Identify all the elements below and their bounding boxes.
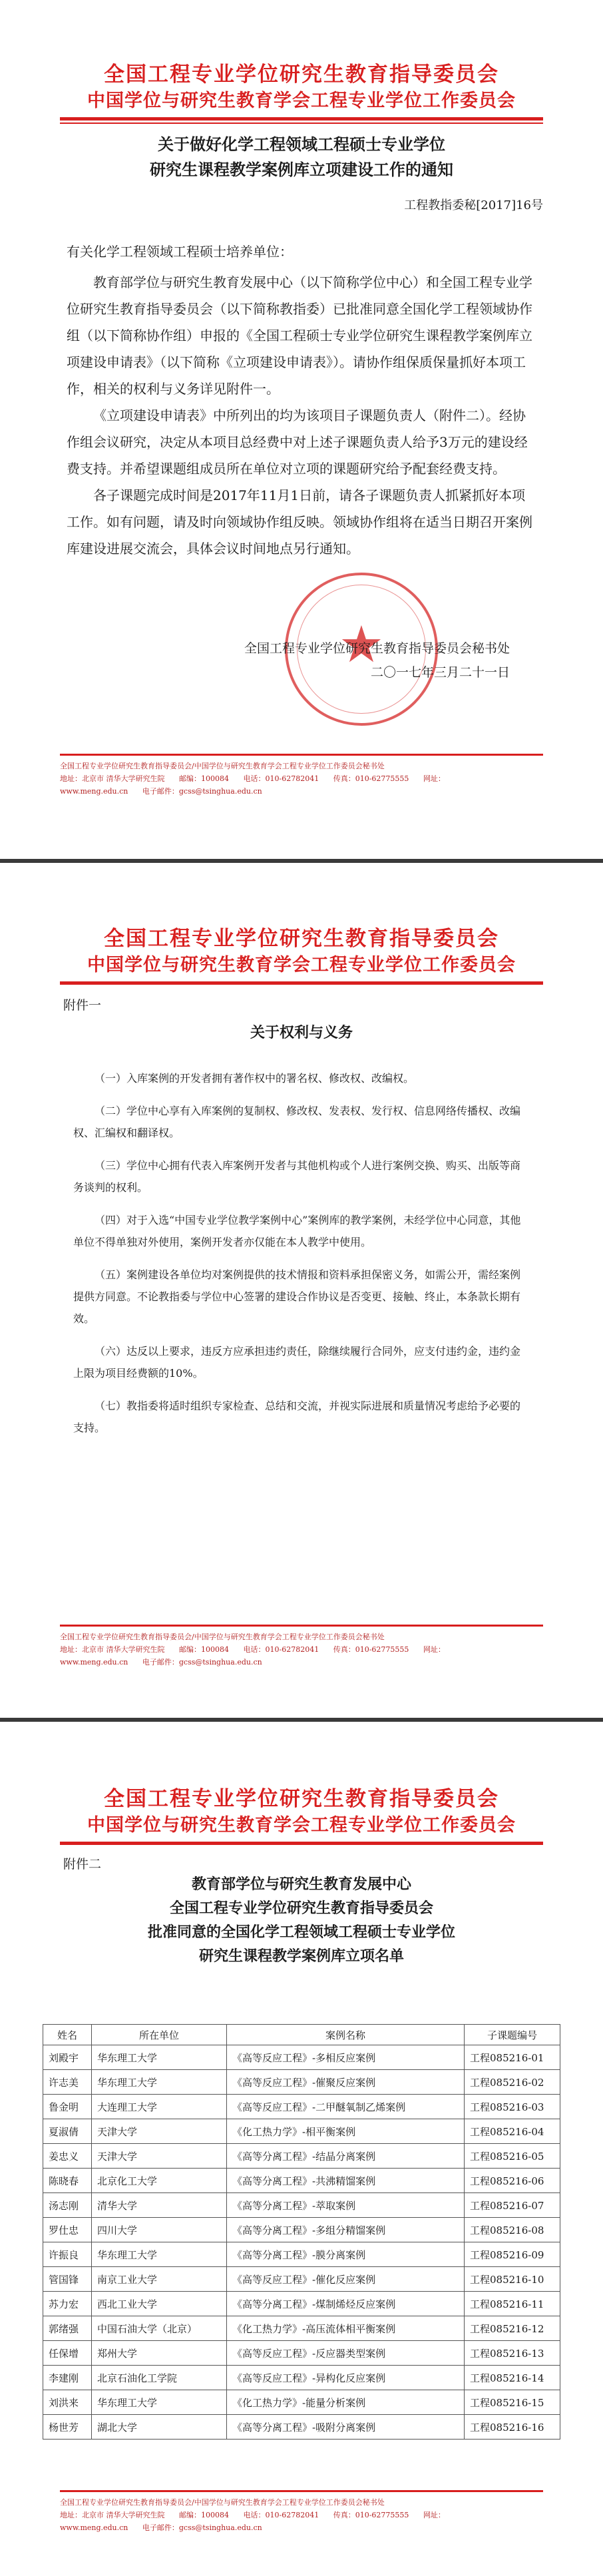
cell-person-name: 夏淑倩 (43, 2119, 92, 2144)
list-title-line2: 全国工程专业学位研究生教育指导委员会 (169, 1900, 433, 1917)
cell-case-name: 《高等反应工程》-多相反应案例 (227, 2045, 465, 2070)
table-row (43, 2193, 560, 2218)
rights-title: 关于权利与义务 (250, 1024, 353, 1041)
footer-fax: 传真：010-62775555 (333, 1645, 409, 1654)
list-title-line1: 教育部学位与研究生教育发展中心 (191, 1876, 411, 1893)
letterhead-line1: 全国工程专业学位研究生教育指导委员会 (104, 63, 499, 87)
cell-institution: 华东理工大学 (92, 2045, 227, 2070)
cell-person-name: 许志美 (43, 2070, 92, 2095)
project-table (43, 2024, 560, 2440)
cell-person-name: 杨世芳 (43, 2415, 92, 2440)
cell-person-name: 管国锋 (43, 2267, 92, 2292)
letterhead-line1: 全国工程专业学位研究生教育指导委员会 (104, 1787, 499, 1811)
footer-text (60, 1631, 543, 1669)
table-row (43, 2341, 560, 2366)
cell-institution: 华东理工大学 (92, 2390, 227, 2415)
footer-postcode: 邮编：100084 (179, 774, 229, 783)
cell-subproject-code: 工程085216-10 (465, 2267, 560, 2292)
cell-institution: 中国石油大学（北京） (92, 2316, 227, 2341)
letterhead-line2: 中国学位与研究生教育学会工程专业学位工作委员会 (87, 955, 516, 975)
signature-block (244, 637, 510, 684)
cell-institution: 郑州大学 (92, 2341, 227, 2366)
footer-postcode: 邮编：100084 (179, 1645, 229, 1654)
cell-case-name: 《高等分离工程》-多组分精馏案例 (227, 2218, 465, 2242)
cell-subproject-code: 工程085216-04 (465, 2119, 560, 2144)
footer-web-label: 网址： (423, 1645, 445, 1654)
footer-address: 地址：北京市 清华大学研究生院 (60, 1645, 165, 1654)
cell-institution: 清华大学 (92, 2193, 227, 2218)
cell-person-name: 刘殿宇 (43, 2045, 92, 2070)
cell-person-name: 许振良 (43, 2242, 92, 2267)
cell-subproject-code: 工程085216-03 (465, 2095, 560, 2119)
cell-subproject-code: 工程085216-11 (465, 2292, 560, 2316)
cell-subproject-code: 工程085216-12 (465, 2316, 560, 2341)
table-row (43, 2144, 560, 2169)
cell-person-name: 郭绪强 (43, 2316, 92, 2341)
cell-case-name: 《高等反应工程》-二甲醚氧制乙烯案例 (227, 2095, 465, 2119)
table-row (43, 2169, 560, 2193)
cell-person-name: 陈晓春 (43, 2169, 92, 2193)
rights-item: （四）对于入选“中国专业学位教学案例中心”案例库的教学案例，未经学位中心同意，其他单位不得单独对外使用，案例开发者亦仅能在本人教学中使用。 (73, 1214, 521, 1248)
list-title-line4: 研究生课程教学案例库立项名单 (198, 1947, 404, 1965)
rights-item: （七）教指委将适时组织专家检查、总结和交流，并视实际进展和质量情况考虑给予必要的支持。 (73, 1400, 521, 1434)
footer-rule (60, 754, 543, 756)
cell-institution: 北京化工大学 (92, 2169, 227, 2193)
footer-web-label: 网址： (423, 774, 445, 783)
signature-org: 全国工程专业学位研究生教育指导委员会秘书处 (244, 641, 510, 656)
table-row (43, 2045, 560, 2070)
cell-subproject-code: 工程085216-14 (465, 2366, 560, 2390)
footer-rule (60, 2490, 543, 2492)
cell-case-name: 《高等分离工程》-共沸精馏案例 (227, 2169, 465, 2193)
cell-case-name: 《高等反应工程》-反应器类型案例 (227, 2341, 465, 2366)
cell-subproject-code: 工程085216-06 (465, 2169, 560, 2193)
letterhead-line2: 中国学位与研究生教育学会工程专业学位工作委员会 (87, 1815, 516, 1836)
cell-subproject-code: 工程085216-08 (465, 2218, 560, 2242)
footer-fax: 传真：010-62775555 (333, 774, 409, 783)
footer-orgs: 全国工程专业学位研究生教育指导委员会/中国学位与研究生教育学会工程专业学位工作委员会秘书处 (60, 2498, 385, 2507)
footer-fax: 传真：010-62775555 (333, 2511, 409, 2519)
document-number: 工程教指委秘[2017]16号 (404, 198, 543, 212)
rights-item: （一）入库案例的开发者拥有著作权中的署名权、修改权、改编权。 (95, 1072, 415, 1085)
table-body (43, 2045, 560, 2440)
salutation: 有关化学工程领域工程硕士培养单位： (67, 244, 293, 260)
footer-email: 电子邮件：gcss@tsinghua.edu.cn (142, 787, 262, 796)
cell-person-name: 汤志刚 (43, 2193, 92, 2218)
footer-web[interactable]: www.meng.edu.cn (60, 2523, 128, 2532)
page-footer (60, 1625, 543, 1669)
cell-case-name: 《高等分离工程》-结晶分离案例 (227, 2144, 465, 2169)
table-row (43, 2242, 560, 2267)
table-row (43, 2119, 560, 2144)
cell-institution: 天津大学 (92, 2144, 227, 2169)
cell-case-name: 《高等反应工程》-催聚反应案例 (227, 2070, 465, 2095)
list-title (0, 1872, 603, 1968)
page-footer (60, 754, 543, 798)
signature-date: 二〇一七年三月二十一日 (370, 665, 510, 680)
cell-institution: 天津大学 (92, 2119, 227, 2144)
notice-title-line2: 研究生课程教学案例库立项建设工作的通知 (150, 160, 453, 179)
header-unit: 所在单位 (92, 2025, 227, 2045)
table-row (43, 2415, 560, 2440)
footer-postcode: 邮编：100084 (179, 2511, 229, 2519)
table-row (43, 2390, 560, 2415)
cell-case-name: 《高等分离工程》-吸附分离案例 (227, 2415, 465, 2440)
cell-person-name: 罗仕忠 (43, 2218, 92, 2242)
rights-item: （五）案例建设各单位均对案例提供的技术情报和资料承担保密义务，如需公开，需经案例提供方同意。不论教指委与学位中心签署的建设合作协议是否变更、接触、终止，本条款长期有效。 (73, 1268, 521, 1325)
table-row (43, 2292, 560, 2316)
notice-title (0, 132, 603, 182)
cell-subproject-code: 工程085216-15 (465, 2390, 560, 2415)
cell-case-name: 《化工热力学》-相平衡案例 (227, 2119, 465, 2144)
footer-phone: 电话：010-62782041 (243, 774, 319, 783)
cell-subproject-code: 工程085216-09 (465, 2242, 560, 2267)
rights-list (0, 1067, 603, 1439)
table-row (43, 2267, 560, 2292)
table-header-row (43, 2025, 560, 2045)
footer-rule (60, 1625, 543, 1627)
cell-institution: 西北工业大学 (92, 2292, 227, 2316)
seal-star-icon: ★ (338, 615, 385, 674)
cell-case-name: 《高等分离工程》-膜分离案例 (227, 2242, 465, 2267)
cell-institution: 四川大学 (92, 2218, 227, 2242)
cell-person-name: 李建刚 (43, 2366, 92, 2390)
cell-subproject-code: 工程085216-07 (465, 2193, 560, 2218)
letterhead-line2: 中国学位与研究生教育学会工程专业学位工作委员会 (87, 91, 516, 111)
attachment-label: 附件一 (63, 998, 102, 1013)
cell-institution: 湖北大学 (92, 2415, 227, 2440)
letterhead-rule (60, 981, 543, 985)
header-code: 子课题编号 (465, 2025, 560, 2045)
footer-email: 电子邮件：gcss@tsinghua.edu.cn (142, 1658, 262, 1667)
footer-web[interactable]: www.meng.edu.cn (60, 1658, 128, 1667)
letterhead-rule-thin (60, 123, 543, 124)
cell-person-name: 刘洪来 (43, 2390, 92, 2415)
header-case: 案例名称 (227, 2025, 465, 2045)
notice-paragraph-2: 《立项建设申请表》中所列出的均为该项目子课题负责人（附件二）。经协作组会议研究，决定从本项目总经费中对上述子课题负责人给予3万元的建设经费支持。并希望课题组成员所在单位对立项的课题研究给予配套经费支持。 (67, 407, 528, 477)
notice-page-1 (0, 0, 603, 859)
cell-institution: 大连理工大学 (92, 2095, 227, 2119)
rights-item: （二）学位中心享有入库案例的复制权、修改权、发表权、发行权、信息网络传播权、改编权、汇编权和翻译权。 (73, 1105, 521, 1139)
cell-person-name: 姜忠义 (43, 2144, 92, 2169)
table-row (43, 2070, 560, 2095)
cell-subproject-code: 工程085216-01 (465, 2045, 560, 2070)
notice-paragraph-3: 各子课题完成时间是2017年11月1日前，请各子课题负责人抓紧抓好本项工作。如有问题，请及时向领域协作组反映。领域协作组将在适当日期召开案例库建设进展交流会，具体会议时间地点另行通知。 (67, 487, 532, 557)
cell-person-name: 鲁金明 (43, 2095, 92, 2119)
attachment-2-page (0, 1758, 603, 2576)
cell-subproject-code: 工程085216-13 (465, 2341, 560, 2366)
letterhead (0, 0, 603, 115)
cell-subproject-code: 工程085216-02 (465, 2070, 560, 2095)
cell-institution: 华东理工大学 (92, 2070, 227, 2095)
list-title-line3: 批准同意的全国化学工程领域工程硕士专业学位 (147, 1924, 455, 1941)
cell-institution: 华东理工大学 (92, 2242, 227, 2267)
page-separator-2 (0, 1718, 603, 1758)
footer-web-label: 网址： (423, 2511, 445, 2519)
footer-text (60, 2496, 543, 2534)
letterhead (0, 1758, 603, 1839)
table-row (43, 2218, 560, 2242)
cell-case-name: 《高等分离工程》-萃取案例 (227, 2193, 465, 2218)
letterhead-line1: 全国工程专业学位研究生教育指导委员会 (104, 927, 499, 951)
notice-title-line1: 关于做好化学工程领域工程硕士专业学位 (158, 134, 445, 154)
rights-item: （三）学位中心拥有代表入库案例开发者与其他机构或个人进行案例交换、购买、出版等商务谈判的权利。 (73, 1159, 521, 1194)
table-row (43, 2366, 560, 2390)
letterhead-rule (60, 117, 543, 121)
footer-phone: 电话：010-62782041 (243, 2511, 319, 2519)
letterhead-rule (60, 1842, 543, 1845)
cell-subproject-code: 工程085216-16 (465, 2415, 560, 2440)
footer-phone: 电话：010-62782041 (243, 1645, 319, 1654)
rights-item: （六）达反以上要求，违反方应承担违约责任，除继续履行合同外，应支付违约金，违约金上限为项目经费额的10%。 (73, 1345, 521, 1380)
footer-orgs: 全国工程专业学位研究生教育指导委员会/中国学位与研究生教育学会工程专业学位工作委员会秘书处 (60, 762, 385, 770)
page-footer (60, 2490, 543, 2534)
cell-case-name: 《化工热力学》-能量分析案例 (227, 2390, 465, 2415)
cell-case-name: 《高等分离工程》-煤制烯烃反应案例 (227, 2292, 465, 2316)
footer-address: 地址：北京市 清华大学研究生院 (60, 774, 165, 783)
table-row (43, 2316, 560, 2341)
cell-institution: 南京工业大学 (92, 2267, 227, 2292)
cell-case-name: 《高等反应工程》-异构化反应案例 (227, 2366, 465, 2390)
footer-address: 地址：北京市 清华大学研究生院 (60, 2511, 165, 2519)
attachment-label: 附件二 (63, 1857, 102, 1872)
table-row (43, 2095, 560, 2119)
cell-subproject-code: 工程085216-05 (465, 2144, 560, 2169)
cell-institution: 北京石油化工学院 (92, 2366, 227, 2390)
notice-paragraph-1: 教育部学位与研究生教育发展中心（以下简称学位中心）和全国工程专业学位研究生教育指导委员会（以下简称教指委）已批准同意全国化学工程领域协作组（以下简称协作组）申报的《全国工程硕士专业学位研究生课程教学案例库立项建设申请表》（以下简称《立项建设申请表》）。请协作组保质保量抓好本项工作，相关的权利与义务详见附件一。 (67, 274, 532, 397)
attachment-1-page (0, 899, 603, 1718)
cell-person-name: 任保增 (43, 2341, 92, 2366)
cell-person-name: 苏力宏 (43, 2292, 92, 2316)
page-separator-1 (0, 859, 603, 899)
cell-case-name: 《高等反应工程》-催化反应案例 (227, 2267, 465, 2292)
footer-email: 电子邮件：gcss@tsinghua.edu.cn (142, 2523, 262, 2532)
letterhead (0, 899, 603, 979)
footer-text (60, 760, 543, 798)
footer-web[interactable]: www.meng.edu.cn (60, 787, 128, 796)
footer-orgs: 全国工程专业学位研究生教育指导委员会/中国学位与研究生教育学会工程专业学位工作委员会秘书处 (60, 1633, 385, 1641)
header-name: 姓名 (43, 2025, 92, 2045)
cell-case-name: 《化工热力学》-高压流体相平衡案例 (227, 2316, 465, 2341)
notice-body (0, 238, 603, 562)
